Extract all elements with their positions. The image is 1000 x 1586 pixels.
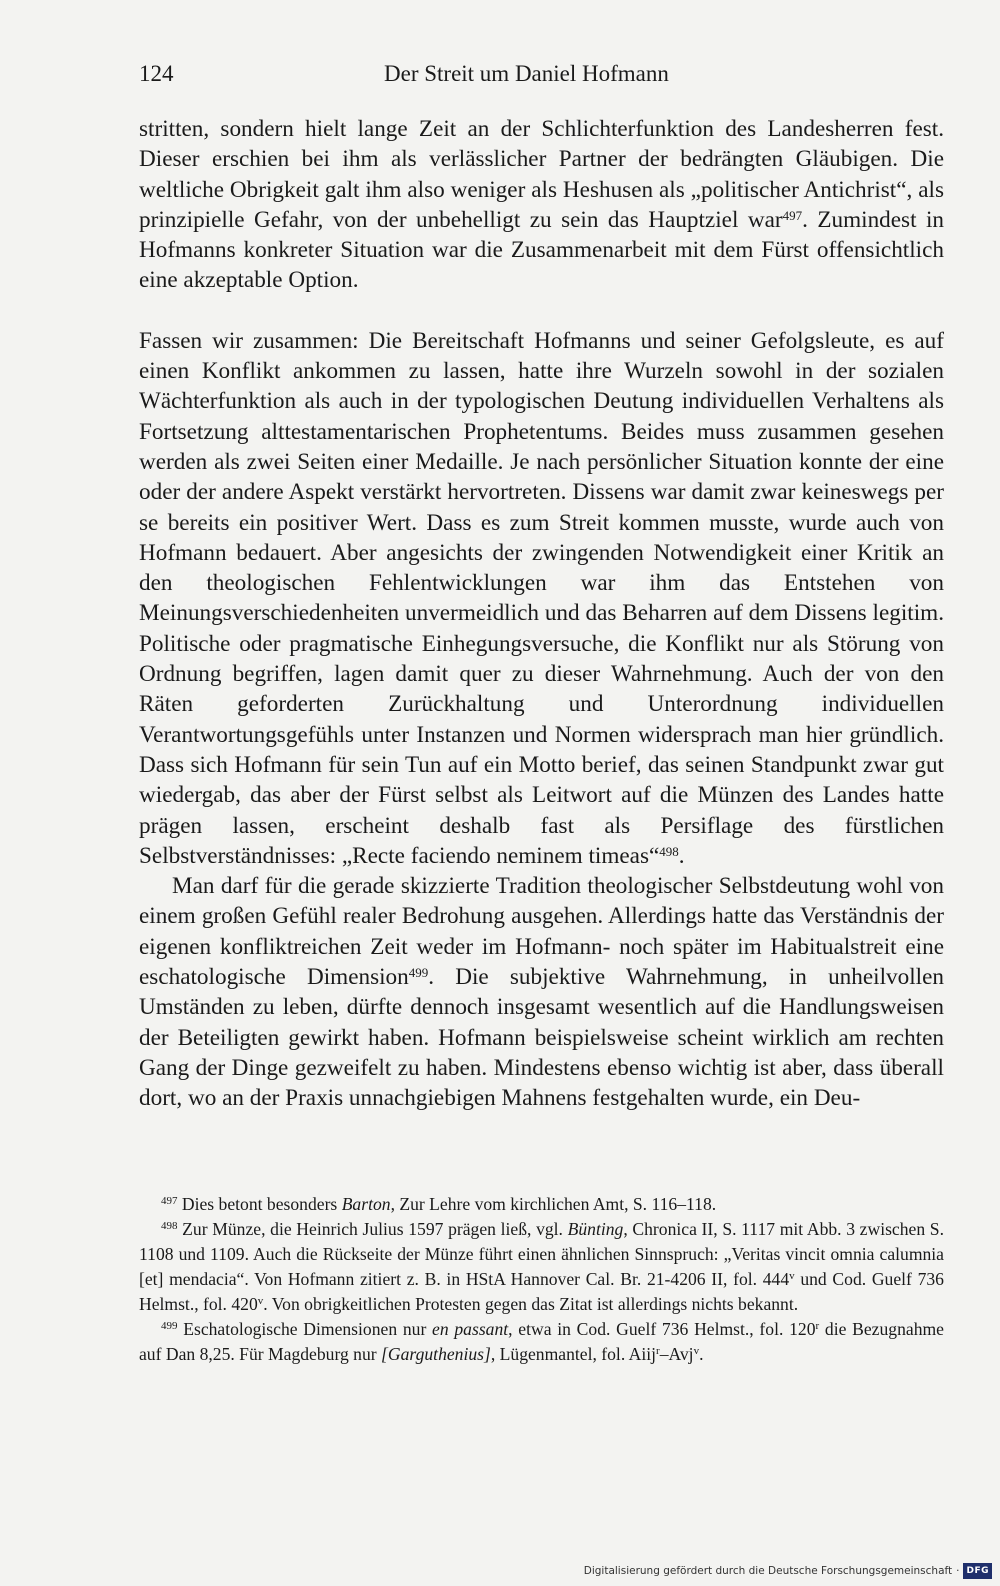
footnote-number: 497 (161, 1195, 178, 1207)
folio-side: v (257, 1295, 264, 1307)
footnote-number: 498 (161, 1220, 178, 1232)
footnote-text: die Bezugnahme auf Dan 8,25. Für Magdeburg nur (139, 1319, 944, 1364)
footnote-text: , Lügenmantel, fol. Aiij (490, 1344, 657, 1364)
paragraph-1-text-cont: . Zumindest in Hofmanns konkreter Situation war die Zusammenarbeit mit dem Fürst offensichtlich eine akzeptable Option. (139, 206, 944, 294)
dfg-logo-icon: DFG (963, 1563, 992, 1579)
footnote-text: Eschatologische Dimensionen nur (177, 1319, 433, 1339)
footnote-text: und Cod. Guelf 736 Helmst., fol. 420 (139, 1269, 944, 1314)
footnote-number: 499 (161, 1320, 178, 1332)
footnote-text: Dies betont besonders (177, 1194, 342, 1214)
footnote-text: –Avj (659, 1344, 694, 1364)
footnote-498 (139, 1217, 944, 1317)
footnote-text: , Zur Lehre vom kirchlichen Amt, S. 116–118. (390, 1194, 717, 1214)
running-head: Der Streit um Daniel Hofmann (384, 61, 669, 86)
paragraph-1 (139, 114, 944, 296)
paragraph-3 (139, 871, 944, 1113)
folio-side: v (693, 1345, 700, 1357)
footnote-text: . (699, 1344, 704, 1364)
footnote-text: , Chronica II, S. 1117 mit Abb. 3 zwischen S. 1108 und 1109. Auch die Rückseite der Münze führt einen ähnlichen Sinnspruch: „Veritas vincit omnia calumnia [et] mendacia“. Von Hofmann zitiert z. B. in HStA Hannover Cal. Br. 21-4206 II, fol. 444 (139, 1219, 944, 1289)
footnote-ref-499[interactable]: 499 (408, 965, 429, 981)
footnote-ref-498[interactable]: 498 (659, 843, 679, 859)
paragraph-2 (139, 326, 944, 871)
footer-separator: · (956, 1565, 960, 1577)
author-name: Bünting (567, 1219, 624, 1239)
author-name: [Garguthenius] (381, 1344, 491, 1364)
folio-side: v (789, 1270, 795, 1282)
paragraph-2-text-cont: . (678, 842, 685, 869)
footnote-499 (139, 1317, 944, 1367)
footnote-text: . Von obrigkeitlichen Protesten gegen das Zitat ist allerdings nichts bekannt. (263, 1294, 799, 1314)
digitization-footer (584, 1562, 992, 1580)
body-text (139, 114, 944, 1114)
footnote-ref-497[interactable]: 497 (782, 207, 803, 223)
paragraph-2-text: Fassen wir zusammen: Die Bereitschaft Hofmanns und seiner Gefolgsleute, es auf einen Konflikt ankommen zu lassen, hatte ihre Wurzeln sowohl in der sozialen Wächterfunktion als auch in der typologischen Deutung individuellen Verhaltens als Fortsetzung alttestamentarischen Prophetentums. Beides muss zusammen gesehen werden als zwei Seiten einer Medaille. Je nach persönlicher Situation konnte der eine oder der andere Aspekt verstärkt hervortreten. Dissens war damit zwar keineswegs per se bereits ein positiver Wert. Dass es zum Streit kommen musste, wurde auch von Hofmann bedauert. Aber angesichts der zwingenden Notwendigkeit einer Kritik an den theologischen Fehlentwicklungen war ihm das Entstehen von Meinungsverschiedenheiten unvermeidlich und das Beharren auf dem Dissens legitim. Politische oder pragmatische Einhegungsversuche, die Konflikt nur als Störung von Ordnung begriffen, lagen damit quer zu dieser Wahrnehmung. Auch der von den Räten geforderten Zurückhaltung und Unterordnung individuellen Verantwortungsgefühls unter Instanzen und Normen widersprach man hier gründlich. Dass sich Hofmann für sein Tun auf ein Motto berief, das seinen Standpunkt zwar gut wiedergab, das aber der Fürst selbst als Leitwort auf die Münzen des Landes hatte prägen lassen, erscheint deshalb fast als Persiflage des fürstlichen Selbstverständnisses: „Recte faciendo neminem timeas“ (139, 327, 944, 869)
paragraph-3-text-cont: . Die subjektive Wahrnehmung, in unheilvollen Umständen zu leben, dürfte dennoch insgesamt wesentlich auf die Handlungsweisen der Beteiligten gewirkt haben. Hofmann beispielsweise scheint wirklich am rechten Gang der Dinge gezweifelt zu haben. Mindestens ebenso wichtig ist aber, dass überall dort, wo an der Praxis unnachgiebigen Mahnens festgehalten wurde, ein Deu- (139, 964, 944, 1112)
footnote-text: Zur Münze, die Heinrich Julius 1597 prägen ließ, vgl. (177, 1219, 568, 1239)
funding-note: Digitalisierung gefördert durch die Deutsche Forschungsgemeinschaft (583, 1565, 953, 1577)
footnote-text: , etwa in Cod. Guelf 736 Helmst., fol. 120 (508, 1319, 816, 1339)
page-header (139, 56, 944, 92)
folio-side: r (656, 1345, 660, 1357)
author-name: Barton (341, 1194, 391, 1214)
page-number: 124 (139, 61, 174, 86)
footnote-497 (139, 1192, 944, 1217)
paragraph-1-text: stritten, sondern hielt lange Zeit an der Schlichterfunktion des Landesherren fest. Dieser erschien bei ihm als verlässlicher Partner der bedrängten Gläubigen. Die weltliche Obrigkeit galt ihm also weniger als Heshusen als „politischer Antichrist“, als prinzipielle Gefahr, von der unbehelligt zu sein das Hauptziel war (139, 116, 944, 233)
footnotes (139, 1192, 944, 1367)
folio-side: r (815, 1320, 820, 1332)
italic-phrase: en passant (432, 1319, 509, 1339)
paragraph-3-text: Man darf für die gerade skizzierte Tradition theologischer Selbstdeutung wohl von einem großen Gefühl realer Bedrohung ausgehen. Allerdings hatte das Verständnis der eigenen konfliktreichen Zeit weder im Hofmann- noch später im Habitualstreit eine eschatologische Dimension (139, 873, 944, 991)
